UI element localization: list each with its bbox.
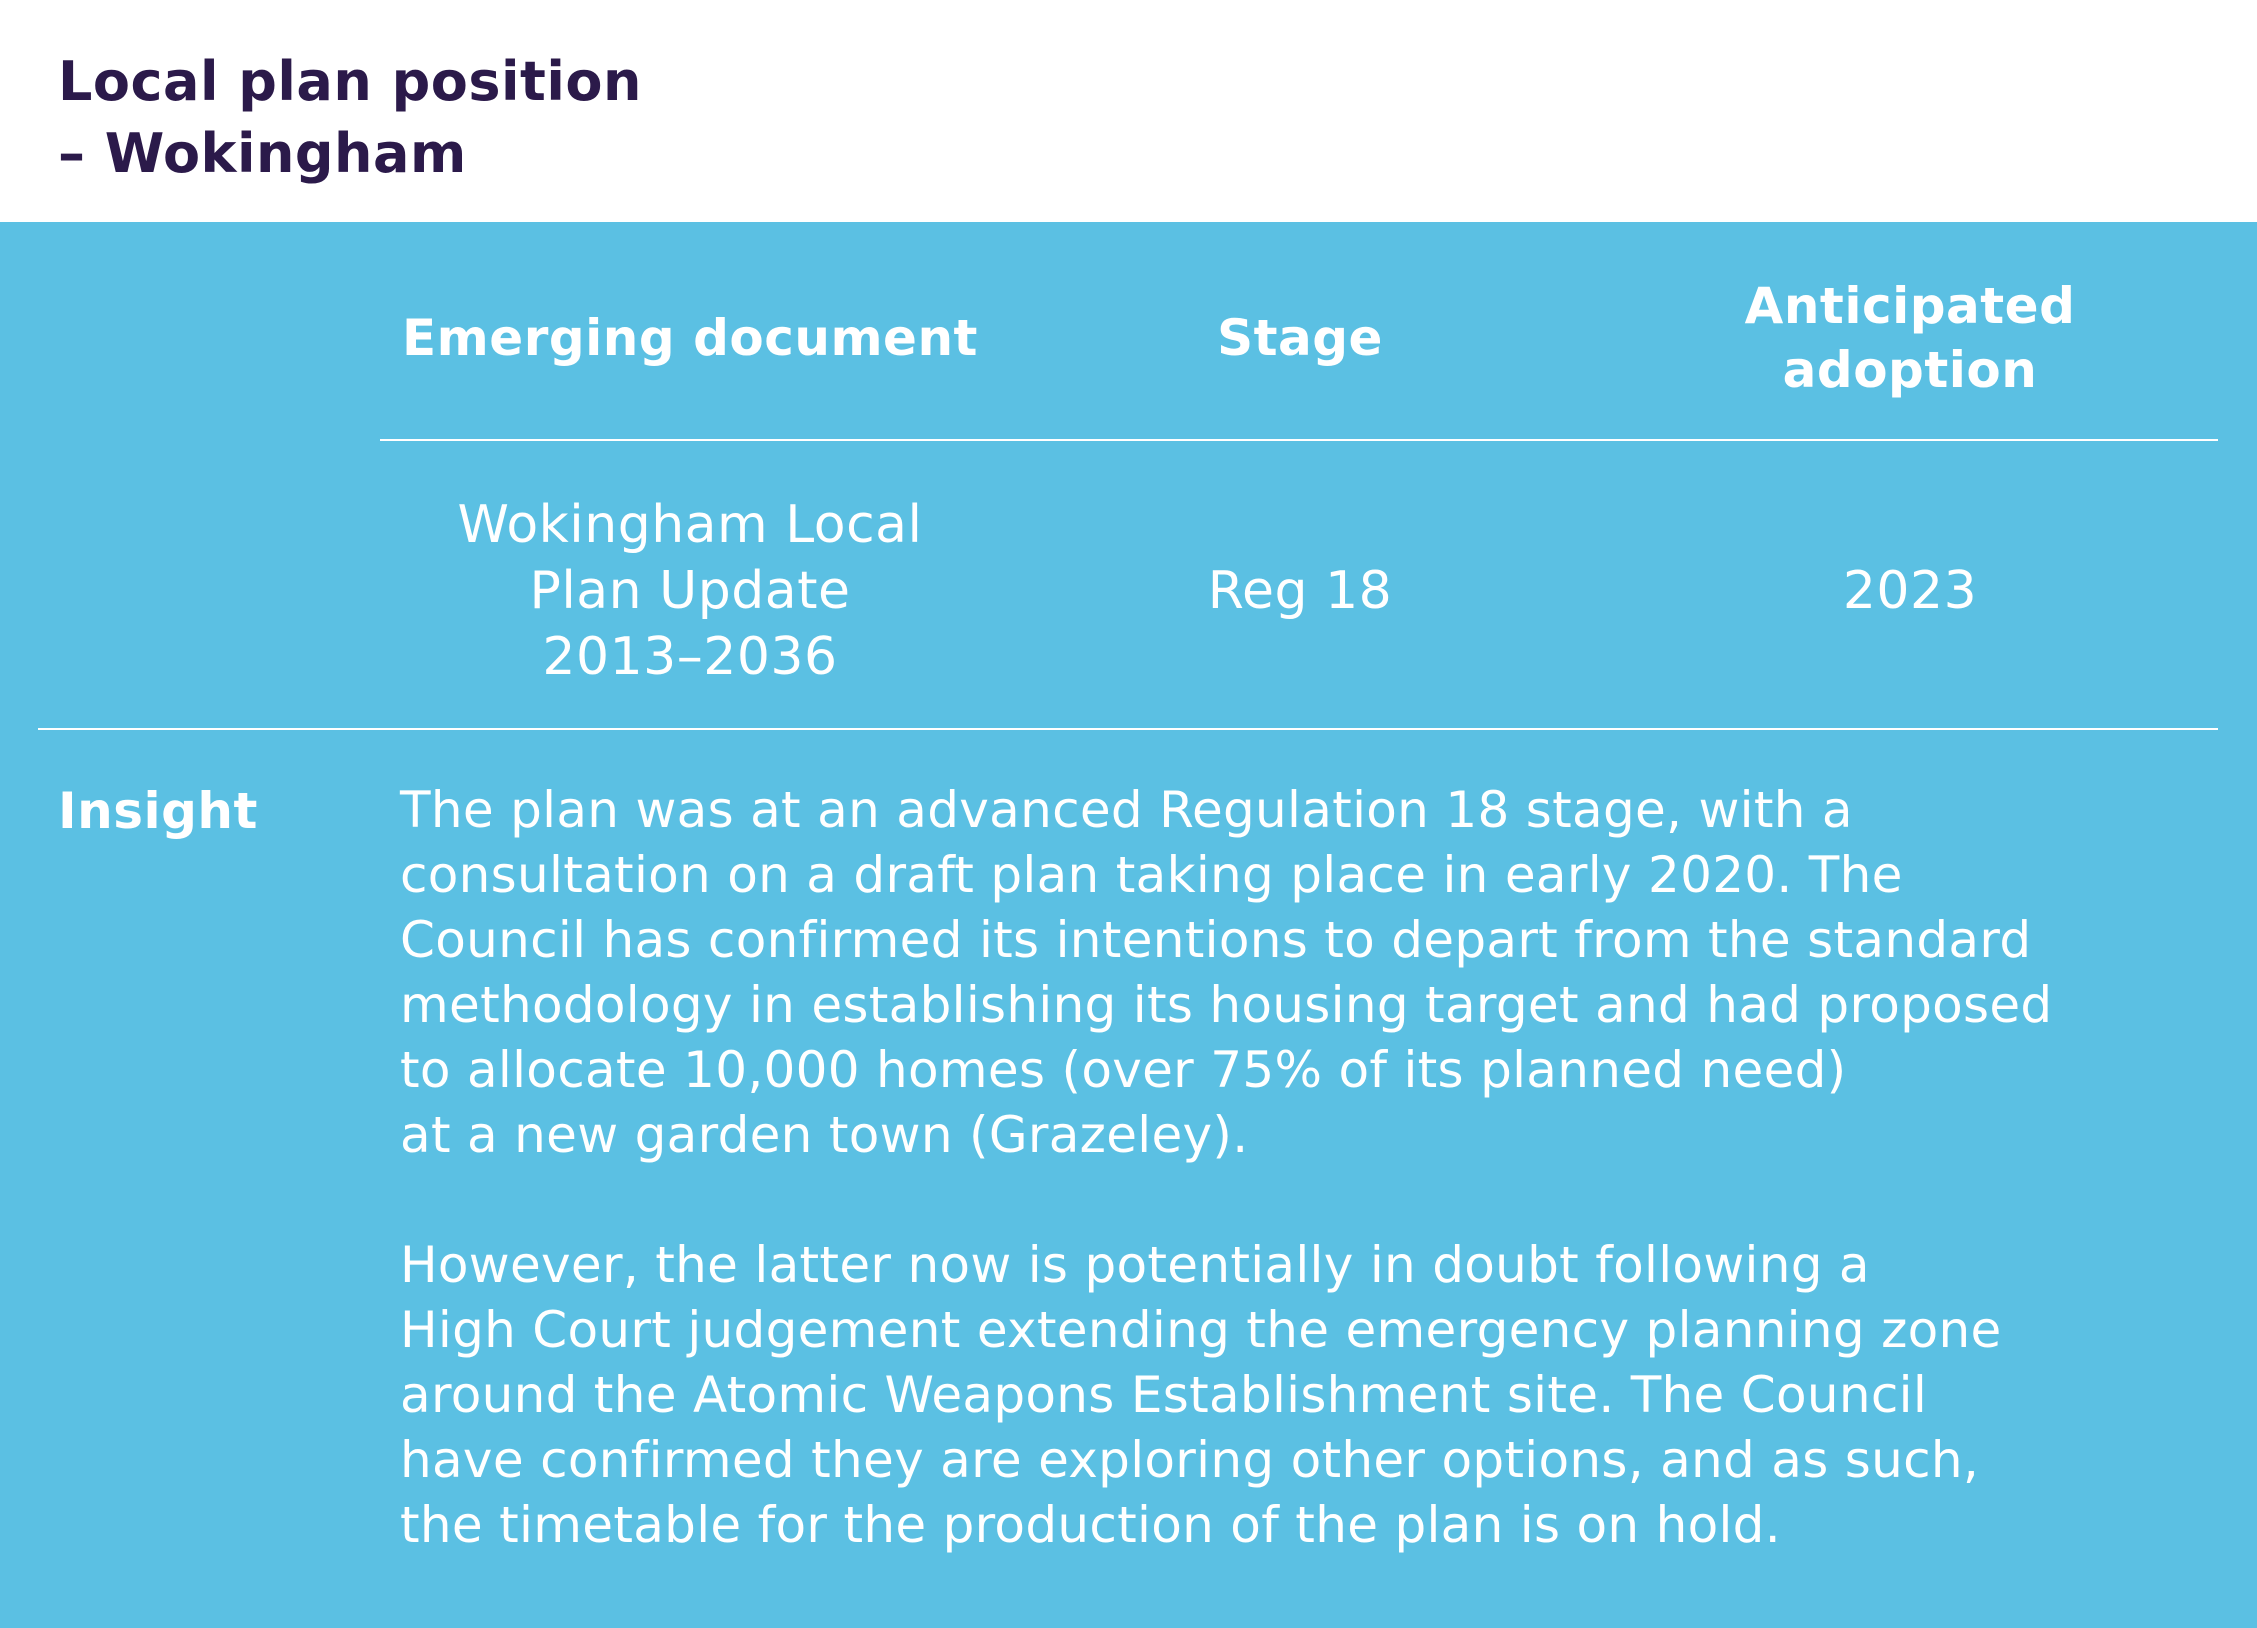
insight-line: consultation on a draft plan taking place in early 2020. The	[400, 846, 1903, 904]
insight-line: The plan was at an advanced Regulation 18 stage, with a	[400, 781, 1853, 839]
cell-emerging-document	[380, 492, 1000, 690]
header-adoption-line-2: adoption	[1782, 341, 2038, 399]
header-divider	[380, 439, 2218, 441]
cell-document-line-2: Plan Update	[529, 561, 851, 621]
cell-stage	[1080, 558, 1520, 624]
cell-document-line-1: Wokingham Local	[457, 495, 923, 555]
cell-document-line-3: 2013–2036	[542, 627, 838, 687]
header-stage	[1080, 306, 1520, 370]
insight-line: methodology in establishing its housing target and had proposed	[400, 976, 2053, 1034]
header-emerging-document	[380, 306, 1000, 370]
page-title	[58, 46, 642, 190]
insight-line: High Court judgement extending the emergency planning zone	[400, 1301, 2002, 1359]
header-stage-label: Stage	[1217, 309, 1383, 367]
page-title-line-2: – Wokingham	[58, 122, 467, 185]
cell-stage-value: Reg 18	[1207, 561, 1393, 621]
cell-adoption-value: 2023	[1842, 561, 1978, 621]
header-emerging-document-label: Emerging document	[402, 309, 978, 367]
insight-paragraph-1	[400, 778, 2220, 1168]
insight-line: to allocate 10,000 homes (over 75% of its planned need)	[400, 1041, 1847, 1099]
insight-text	[400, 778, 2220, 1558]
page-title-line-1: Local plan position	[58, 50, 642, 113]
insight-line: around the Atomic Weapons Establishment site. The Council	[400, 1366, 1928, 1424]
insight-line: Council has confirmed its intentions to depart from the standard	[400, 911, 2032, 969]
insight-line: the timetable for the production of the plan is on hold.	[400, 1496, 1781, 1554]
insight-label: Insight	[58, 782, 258, 840]
header-anticipated-adoption	[1640, 274, 2180, 402]
header-adoption-line-1: Anticipated	[1744, 277, 2076, 335]
local-plan-panel	[0, 222, 2257, 1628]
insight-line: However, the latter now is potentially in doubt following a	[400, 1236, 1870, 1294]
cell-anticipated-adoption	[1640, 558, 2180, 624]
insight-paragraph-2	[400, 1233, 2220, 1558]
insight-line: at a new garden town (Grazeley).	[400, 1106, 1249, 1164]
insight-line: have confirmed they are exploring other options, and as such,	[400, 1431, 1980, 1489]
table-divider	[38, 728, 2218, 730]
